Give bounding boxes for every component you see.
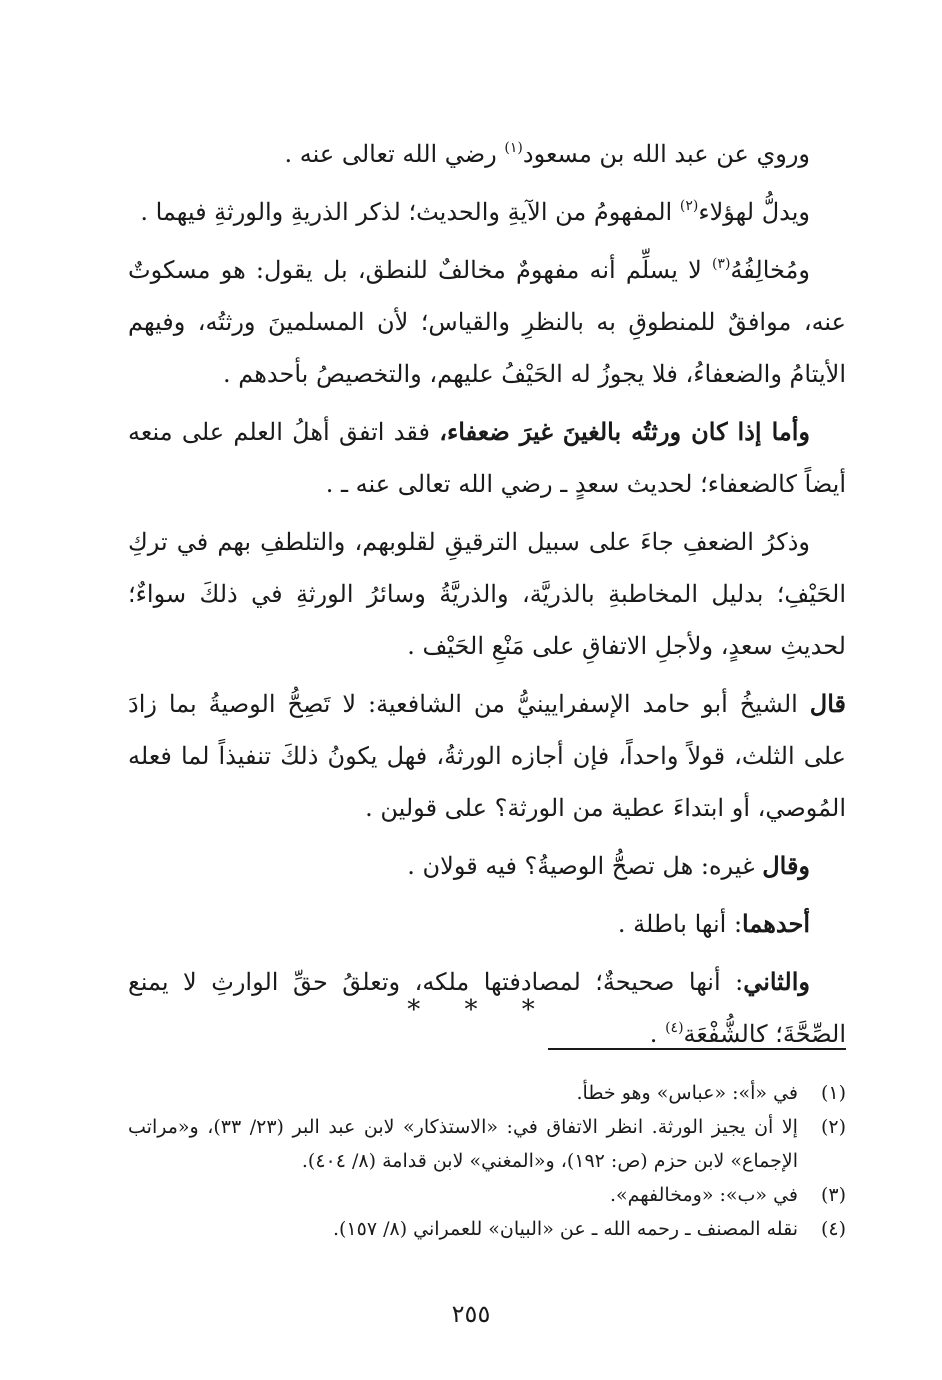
footnote-text: في «أ»: «عباس» وهو خطأ. <box>576 1082 798 1104</box>
paragraph-text: ويدلُّ لهؤلاء <box>698 198 810 226</box>
paragraph-evidence <box>128 186 846 238</box>
main-text <box>128 128 846 1066</box>
paragraph-adult-heirs <box>128 406 846 510</box>
paragraph-shaykh <box>128 678 846 834</box>
paragraph-text: . <box>649 1020 666 1048</box>
footnote-divider <box>548 1048 846 1050</box>
footnote-item <box>128 1110 846 1178</box>
footnote-number: (٢) <box>820 1116 846 1138</box>
footnote-text: إلا أن يجيز الورثة. انظر الاتفاق في: «الاستذكار» لابن عبد البر (٢٣/ ٣٣)، و«مراتب الإجماع» لابن حزم (ص: ١٩٢)، و«المغني» لابن قدامة (٨/ ٤٠٤). <box>128 1116 798 1172</box>
footnote-ref-3[interactable]: (٣) <box>711 256 731 272</box>
bold-lead: وأما إذا كان ورثتُه بالغينَ غيرَ ضعفاء، <box>439 417 810 446</box>
bold-lead: قال <box>809 689 846 718</box>
separator-star: * <box>464 995 478 1025</box>
separator-star: * <box>521 995 535 1025</box>
footnote-number: (٤) <box>820 1218 846 1240</box>
paragraph-first-view <box>128 898 846 950</box>
footnote-text: نقله المصنف ـ رحمه الله ـ عن «البيان» للعمراني (٨/ ١٥٧). <box>332 1218 798 1240</box>
bold-lead: أحدهما <box>742 909 810 938</box>
paragraph-text: وروي عن عبد الله بن مسعود <box>522 140 810 168</box>
footnotes <box>128 1076 846 1246</box>
paragraph-weakness <box>128 516 846 672</box>
paragraph-text: وذكرُ الضعفِ جاءَ على سبيل الترقيقِ لقلوبهم، والتلطفِ بهم في تركِ الحَيْفِ؛ بدليل المخاطبةِ بالذريَّة، والذريَّةُ وسائرُ الورثةِ في ذلكَ سواءٌ؛ لحديثِ سعدٍ، ولأجلِ الاتفاقِ على مَنْعِ الحَيْف . <box>128 528 846 660</box>
footnote-ref-4[interactable]: (٤) <box>665 1020 684 1036</box>
footnote-item <box>128 1178 846 1212</box>
footnote-number: (٣) <box>820 1184 846 1206</box>
paragraph-text: المفهومُ من الآيةِ والحديث؛ لذكر الذريةِ والورثةِ فيهما . <box>140 198 680 226</box>
paragraph-text: ومُخالِفُهُ <box>730 256 810 284</box>
separator-star: * <box>407 995 421 1025</box>
footnote-number: (١) <box>820 1082 846 1104</box>
footnote-item <box>128 1212 846 1246</box>
paragraph-text: : أنها باطلة . <box>617 910 743 938</box>
section-separator <box>0 995 942 1025</box>
paragraph-opponent <box>128 244 846 400</box>
footnote-text: في «ب»: «ومخالفهم». <box>609 1184 798 1206</box>
footnote-ref-2[interactable]: (٢) <box>679 198 699 214</box>
footnote-item <box>128 1076 846 1110</box>
bold-lead: والثاني <box>743 967 810 996</box>
page-number: ٢٥٥ <box>451 1300 491 1328</box>
paragraph-ibn-masud <box>128 128 846 180</box>
footnote-ref-1[interactable]: (١) <box>504 140 523 156</box>
paragraph-other-view <box>128 840 846 892</box>
paragraph-text: فقد اتفق أهلُ العلم على منعه أيضاً كالضعفاء؛ لحديث سعدٍ ـ رضي الله تعالى عنه ـ . <box>128 418 846 498</box>
paragraph-text: : أنها صحيحةٌ؛ لمصادفتها ملكه، وتعلقُ حقِّ الوارثِ لا يمنع الصِّحَّةَ؛ كالشُّفْعَة <box>128 968 846 1048</box>
paragraph-text: رضي الله تعالى عنه . <box>284 140 505 168</box>
paragraph-text: لا يسلِّم أنه مفهومٌ مخالفٌ للنطق، بل يقول: هو مسكوتٌ عنه، موافقٌ للمنطوقِ به بالنظرِ والقياس؛ لأن المسلمينَ ورثتُه، وفيهم الأيتامُ والضعفاءُ، فلا يجوزُ له الحَيْفُ عليهم، والتخصيصُ بأحدهم . <box>128 256 846 388</box>
paragraph-text: غيره: هل تصحُّ الوصيةُ؟ فيه قولان . <box>407 852 763 880</box>
paragraph-text: الشيخُ أبو حامد الإسفرايينيُّ من الشافعية: لا تَصِحُّ الوصيةُ بما زادَ على الثلث، قولاً واحداً، فإن أجازه الورثةُ، فهل يكونُ ذلكَ تنفيذاً لما فعله المُوصي، أو ابتداءَ عطية من الورثة؟ على قولين . <box>128 690 846 822</box>
bold-lead: وقال <box>762 851 810 880</box>
